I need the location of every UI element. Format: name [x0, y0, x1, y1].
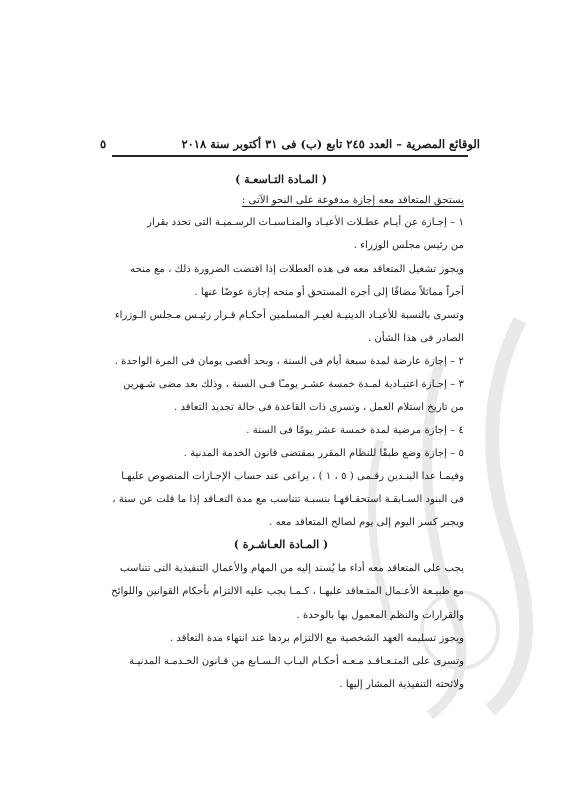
article-9-line: ٢ – إجازة عارضة لمدة سبعة أيام فى السنة ، وبحد أقصى يومان فى المرة الواحدة . [114, 356, 464, 367]
article-9-line: الصادر فى هذا الشأن . [367, 333, 464, 344]
article-10-line: ويجوز تسليمه العهد الشخصية مع الالتزام بردها عند انتهاء مدة التعاقد . [169, 633, 464, 644]
article-9-line: وفيمـا عدا البنـدين رقـمى ( ٥ ، ١ ) ، يراعى عند حساب الإجـازات المنصوص عليهـا [121, 471, 464, 482]
article-9-line: من تاريخ استلام العمل ، وتسرى ذات القاعدة فى حالة تجديد التعاقد . [173, 402, 464, 413]
article-10-line: يجب على المتعاقد معه أداء ما يُسند إليه من المهام والأعمال التنفيذية التى تتناسب [119, 563, 464, 574]
article-9-line: أجراً مماثلاً مضافًا إلى أجره المستحق أو منحه إجازة عوضًا عنها . [194, 287, 464, 298]
article-9-line: ٥ – إجازة وضع طبقًا للنظام المقرر بمقتضى قانون الخدمة المدنية . [183, 448, 464, 459]
article-10-title: ( المـادة العـاشـرة ) [233, 538, 329, 551]
article-9-line: ويجبر كسر اليوم إلى يوم لصالح المتعاقد معه . [269, 517, 464, 528]
page-number: ٥ [100, 137, 107, 151]
article-9-line: ٤ – إجازة مرضية لمدة خمسة عشر يومًا فى السنة . [246, 425, 464, 436]
publication-title: الوقائع المصرية – العدد ٢٤٥ تابع (ب) فى ٣١ أكتوبر سنة ٢٠١٨ [181, 137, 480, 151]
article-10-line: والقرارات والنظم المعمول بها بالوحدة . [296, 610, 464, 621]
article-10-line: وتسرى على المتـعـاقـد مـعـه أحكـام البـاب الـسـابع من قـانون الخـدمـة المدنيـة [129, 656, 464, 667]
article-10-line: ولائحته التنفيذية المشار إليها . [339, 679, 464, 690]
article-9-line: ٣ – إجـازة اعتيـادية لمـدة خمسة عشـر يومـًا فـى السنة ، وذلك بعد مضى شـهرين [123, 379, 464, 390]
article-9-intro: يستحق المتعاقد معه إجازة مدفوعة على النحو الآتى : [241, 195, 464, 206]
article-9-line: وتسرى بالنسبة للأعيـاد الدينيـة لغيـر المسلمين أحكـام قـرار رئيـس مـجلس الـوزراء [114, 310, 464, 321]
article-9-line: من رئيس مجلس الوزراء . [353, 240, 464, 251]
article-10-line: مع طبيـعة الأعـمال المتـعاقد عليهـا ، كـمـا يجب عليه الالتزام بأحكام القوانين واللوائح [111, 586, 464, 597]
article-9-line: فى البنود السـابقـة استحقـاقهـا بنسبـة تتناسب مع مدة التعـاقد إذا ما قلت عن سنة ، [112, 494, 464, 505]
article-9-line: ١ – إجـازة عن أيـام عطـلات الأعيـاد والمنـاسبـات الرسـميـة التى تحدد بقرار [147, 217, 464, 228]
article-9-title: ( المـادة التـاسعـة ) [235, 173, 327, 186]
page-header [100, 133, 480, 155]
header-rule [112, 155, 468, 157]
article-9-line: ويجوز تشغيل المتعاقد معه فى هذه العطلات إذا اقتضت الضرورة ذلك ، مع منحه [130, 264, 464, 275]
